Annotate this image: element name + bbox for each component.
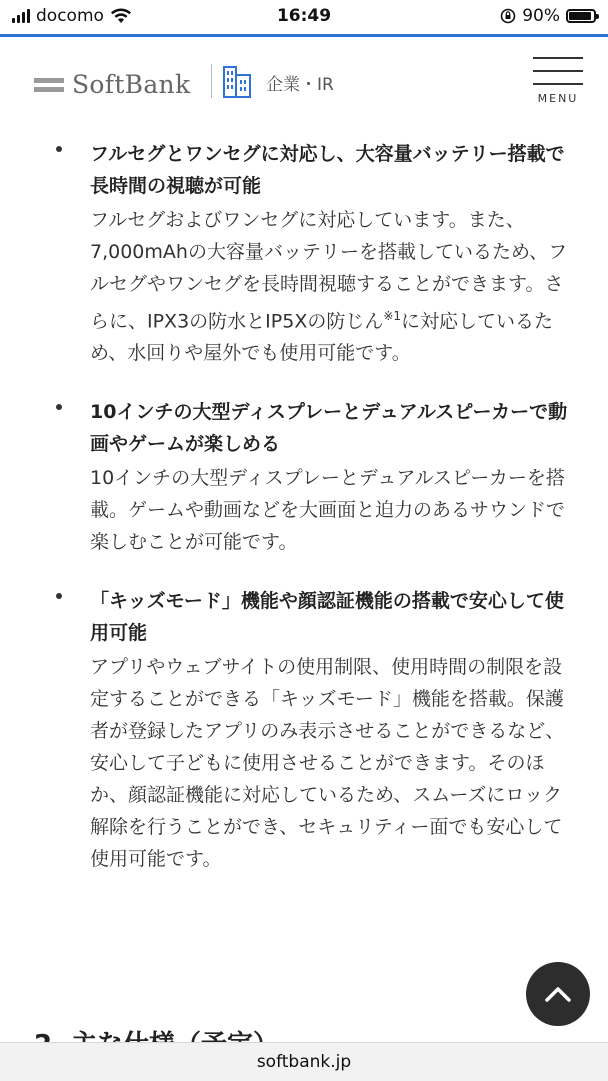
feature-body: アプリやウェブサイトの使用制限、使用時間の制限を設定することができる「キッズモード」機能を搭載。保護者が登録したアプリのみ表示させることができるなど、安心して子どもに使用させることができます。そのほか、顔認証機能に対応しているため、スムーズにロック解除を行うことができ、セキュリティー面でも安心して使用可能です。 [90, 656, 565, 871]
bullet-icon [56, 593, 62, 599]
feature-list [0, 138, 608, 902]
header-divider [211, 64, 212, 98]
menu-button[interactable] [533, 57, 583, 105]
feature-title: 10インチの大型ディスプレーとデュアルスピーカーで動画やゲームが楽しめる [90, 401, 568, 456]
building-icon [222, 65, 256, 99]
logo-bars-icon [34, 78, 64, 92]
battery-percent: 90% [522, 6, 560, 26]
orientation-lock-icon [500, 8, 516, 24]
status-right [500, 6, 596, 26]
feature-title: 「キッズモード」機能や顔認証機能の搭載で安心して使用可能 [90, 590, 564, 645]
scroll-top-button[interactable] [526, 962, 590, 1026]
status-bar [0, 0, 608, 34]
url-domain[interactable]: softbank.jp [256, 1052, 352, 1072]
menu-icon [533, 57, 583, 59]
carrier-label: docomo [36, 6, 104, 26]
url-bar[interactable] [0, 1042, 608, 1081]
logo-text: SoftBank [72, 70, 191, 99]
corporate-ir-link[interactable] [222, 65, 334, 99]
softbank-logo[interactable] [34, 70, 190, 99]
feature-title: フルセグとワンセグに対応し、大容量バッテリー搭載で長時間の視聴が可能 [90, 143, 565, 197]
list-item [0, 138, 608, 369]
battery-icon [566, 9, 596, 23]
feature-body: フルセグおよびワンセグに対応しています。また、7,000mAhの大容量バッテリーを搭載しているため、フルセグやワンセグを長時間視聴することができます。さらに、IPX3の防水とIP5Xの防じん$^{※1}$に対応しているため、水回りや屋外でも使用可能です。 [90, 209, 568, 365]
footnote-marker[interactable]: ※1 [383, 309, 402, 323]
list-item [0, 396, 608, 558]
menu-label: MENU [537, 92, 579, 105]
section-label: 企業・IR [266, 74, 334, 95]
feature-body: 10インチの大型ディスプレーとデュアルスピーカーを搭載。ゲームや動画などを大画面と迫力のあるサウンドで楽しむことが可能です。 [90, 467, 566, 554]
list-item [0, 585, 608, 875]
battery-fill [569, 12, 591, 20]
site-header [0, 37, 608, 115]
bullet-icon [56, 404, 62, 410]
clock: 16:49 [276, 6, 332, 26]
chevron-up-icon [543, 984, 573, 1004]
bullet-icon [56, 146, 62, 152]
